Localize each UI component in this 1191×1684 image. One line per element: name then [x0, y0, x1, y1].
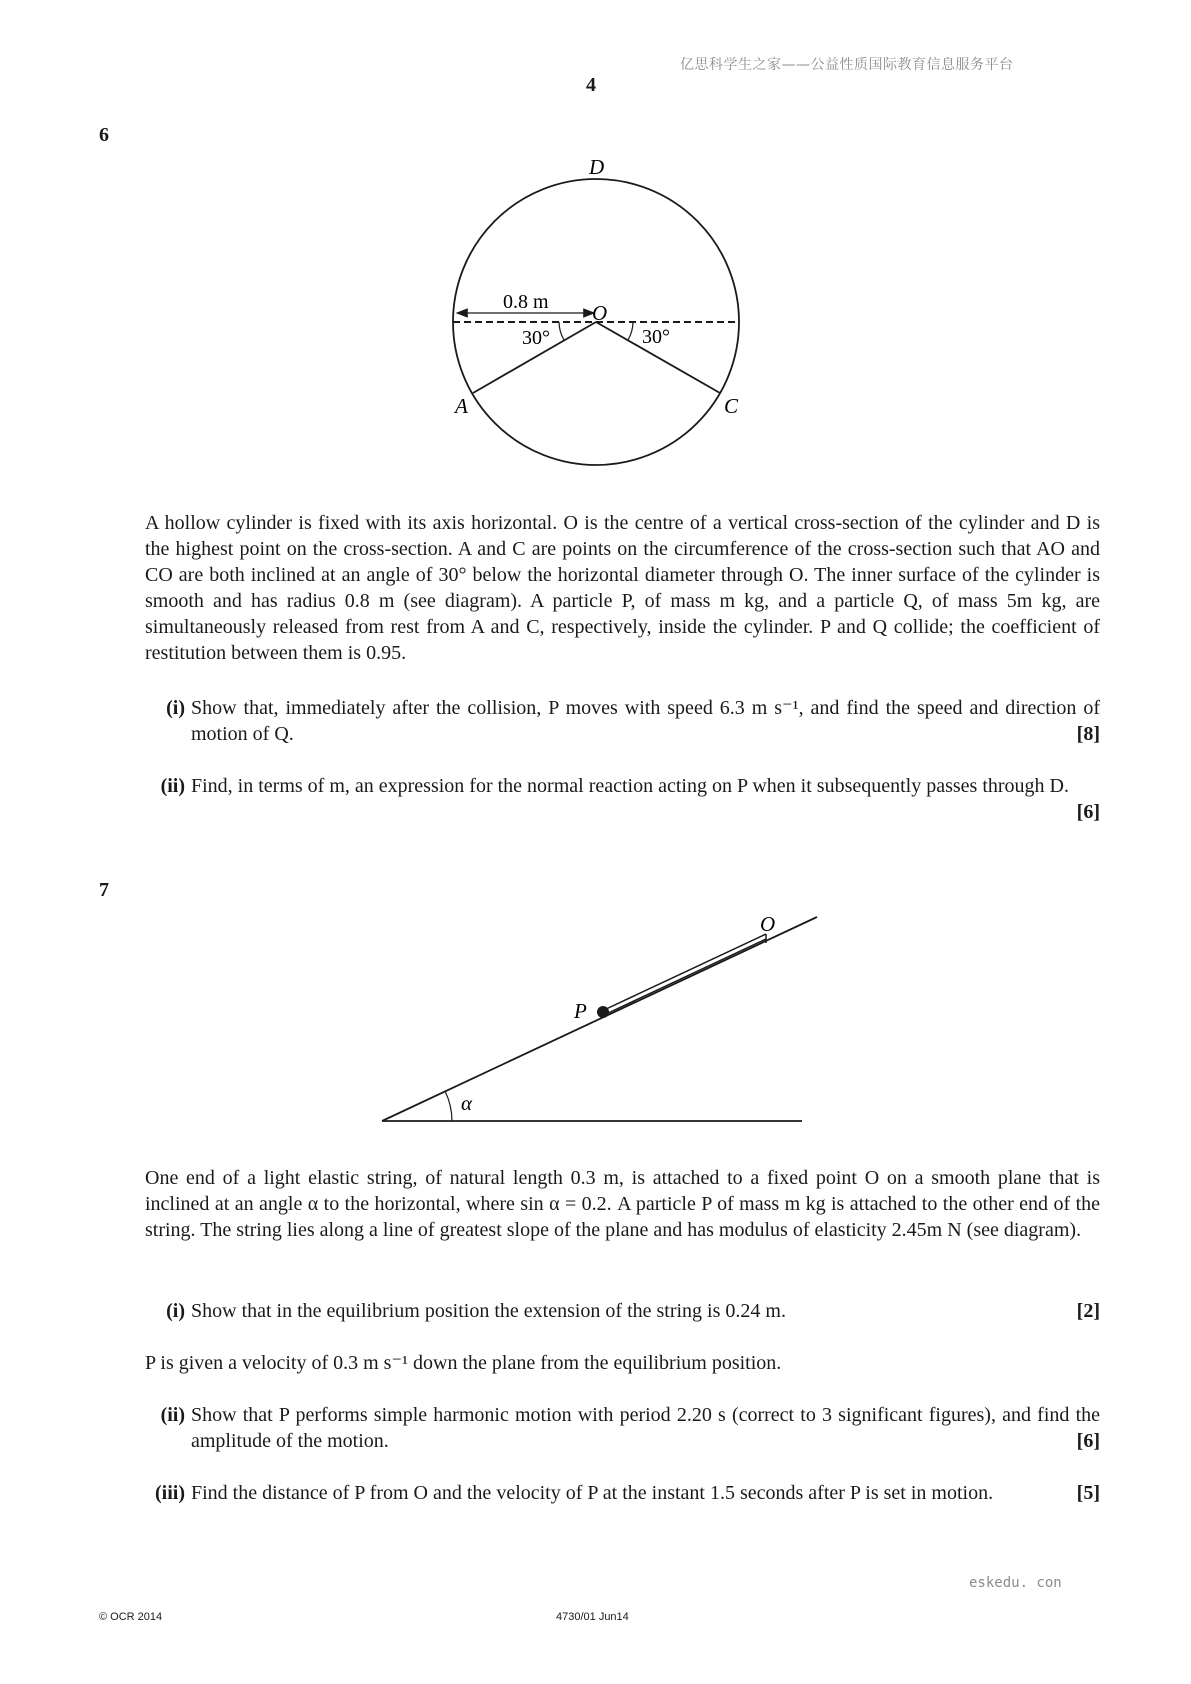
- part-label: (iii): [155, 1482, 185, 1504]
- inclined-plane: [382, 917, 817, 1121]
- question-7-part-ii: [145, 1402, 1100, 1454]
- footer-copyright: © OCR 2014: [99, 1611, 163, 1623]
- cylinder-diagram: [440, 150, 760, 480]
- part-label: (ii): [160, 1404, 185, 1426]
- part-label: (i): [166, 1300, 185, 1322]
- elastic-string-top: [604, 934, 766, 1010]
- question-6-stem: A hollow cylinder is fixed with its axis horizontal. O is the centre of a vertical cross-section of the cylinder and D is the highest point on the cross-section. A and C are points on the circumference of the cross-section such that AO and CO are both inclined at an angle of 30° below the horizontal diameter through O. The inner surface of the cylinder is smooth and has radius 0.8 m (see diagram). A particle P, of mass m kg, and a particle Q, of mass 5m kg, are simultaneously released from rest from A and C, respectively, inside the cylinder. P and Q collide; the coefficient of restitution between them is 0.95.: [145, 512, 1100, 664]
- label-O: O: [760, 912, 776, 936]
- part-text: Show that in the equilibrium position the extension of the string is 0.24 m.: [191, 1300, 786, 1322]
- label-P: P: [574, 999, 587, 1023]
- watermark-text: 亿思科学生之家——公益性质国际教育信息服务平台: [680, 57, 1014, 73]
- footer-paper-code: 4730/01 Jun14: [556, 1611, 629, 1623]
- angle-label-right: 30°: [642, 326, 670, 348]
- angle-alpha-arc: [445, 1091, 452, 1121]
- part-label: (i): [166, 697, 185, 719]
- part-marks: [2]: [1076, 1300, 1100, 1322]
- label-A: A: [455, 394, 468, 418]
- angle-label-left: 30°: [522, 327, 550, 349]
- question-6-number: 6: [99, 124, 109, 146]
- label-D: D: [589, 155, 605, 179]
- angle-arc-right: [628, 322, 633, 340]
- question-6-part-i: [145, 695, 1100, 747]
- question-7-stem: One end of a light elastic string, of natural length 0.3 m, is attached to a fixed point O on a smooth plane that is inclined at an angle α to the horizontal, where sin α = 0.2. A particle P of mass m kg is attached to the other end of the string. The string lies along a line of greatest slope of the plane and has modulus of elasticity 2.45m N (see diagram).: [145, 1167, 1100, 1241]
- angle-arc-left: [559, 322, 564, 340]
- page-number: 4: [586, 74, 596, 96]
- part-text: Show that, immediately after the collision, P moves with speed 6.3 m s⁻¹, and find the speed and direction of motion of Q.: [191, 697, 1100, 745]
- question-7-number: 7: [99, 879, 109, 901]
- particle-P: [597, 1006, 609, 1018]
- part-text: Find the distance of P from O and the velocity of P at the instant 1.5 seconds after P is set in motion.: [191, 1482, 994, 1504]
- part-marks: [6]: [1076, 801, 1100, 823]
- question-6-part-ii: [145, 773, 1100, 825]
- radius-label: 0.8 m: [503, 291, 549, 313]
- inclined-plane-diagram: [370, 900, 830, 1130]
- part-text: Show that P performs simple harmonic motion with period 2.20 s (correct to 3 significant figures), and find the amplitude of the motion.: [191, 1404, 1100, 1452]
- label-alpha: α: [461, 1091, 473, 1115]
- label-C: C: [724, 394, 739, 418]
- question-7-part-iii: [145, 1480, 1100, 1506]
- part-marks: [6]: [1076, 1430, 1100, 1452]
- part-marks: [8]: [1076, 723, 1100, 745]
- part-text: Find, in terms of m, an expression for the normal reaction acting on P when it subsequently passes through D.: [191, 775, 1069, 797]
- label-O: O: [592, 301, 608, 325]
- part-marks: [5]: [1076, 1482, 1100, 1504]
- part-label: (ii): [160, 775, 185, 797]
- site-watermark: eskedu. con: [969, 1575, 1062, 1591]
- question-7-interlude: P is given a velocity of 0.3 m s⁻¹ down the plane from the equilibrium position.: [145, 1352, 782, 1374]
- elastic-string-bottom: [604, 939, 766, 1015]
- question-7-part-i: [145, 1298, 1100, 1324]
